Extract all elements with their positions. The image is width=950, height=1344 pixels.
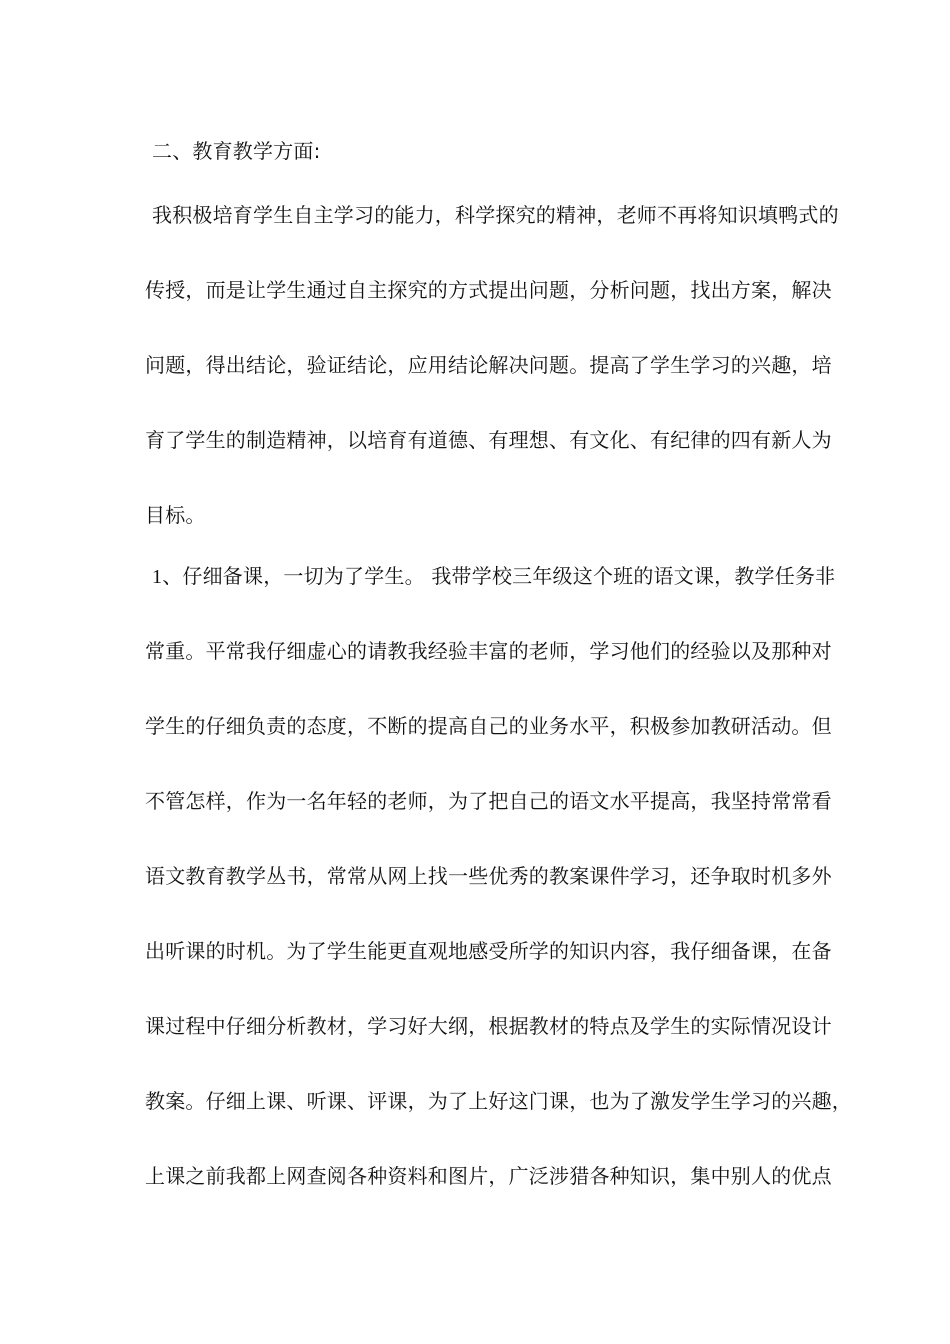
paragraph-line: 问题，得出结论，验证结论，应用结论解决问题。提高了学生学习的兴趣，培 (145, 353, 832, 377)
list-item-heading (152, 563, 836, 590)
paragraph-line: 教案。仔细上课、听课、评课，为了上好这门课，也为了激发学生学习的兴趣， (145, 1089, 852, 1113)
list-item-first-line: 、仔细备课，一切为了学生。 我带学校三年级这个班的语文课，教学任务非 (162, 564, 836, 588)
paragraph-line: 上课之前我都上网查阅各种资料和图片，广泛涉猎各种知识，集中别人的优点 (145, 1164, 832, 1188)
paragraph-line: 出听课的时机。为了学生能更直观地感受所学的知识内容，我仔细备课，在备 (145, 939, 832, 963)
paragraph-line: 课过程中仔细分析教材，学习好大纲，根据教材的特点及学生的实际情况设计 (145, 1014, 832, 1038)
paragraph-line: 不管怎样，作为一名年轻的老师，为了把自己的语文水平提高，我坚持常常看 (145, 789, 832, 813)
paragraph-line: 语文教育教学丛书，常常从网上找一些优秀的教案课件学习，还争取时机多外 (145, 864, 832, 888)
paragraph-line: 我积极培育学生自主学习的能力，科学探究的精神，老师不再将知识填鸭式的 (152, 203, 839, 227)
paragraph-line: 常重。平常我仔细虚心的请教我经验丰富的老师，学习他们的经验以及那种对 (145, 639, 832, 663)
paragraph-line: 目标。 (145, 503, 206, 527)
paragraph-line: 传授，而是让学生通过自主探究的方式提出问题，分析问题，找出方案，解决 (145, 278, 832, 302)
paragraph-line: 学生的仔细负责的态度，不断的提高自己的业务水平，积极参加教研活动。但 (145, 714, 832, 738)
list-item-number: 1 (152, 566, 163, 588)
section-heading: 二、教育教学方面: (152, 139, 321, 163)
paragraph-line: 育了学生的制造精神，以培育有道德、有理想、有文化、有纪律的四有新人为 (145, 428, 832, 452)
